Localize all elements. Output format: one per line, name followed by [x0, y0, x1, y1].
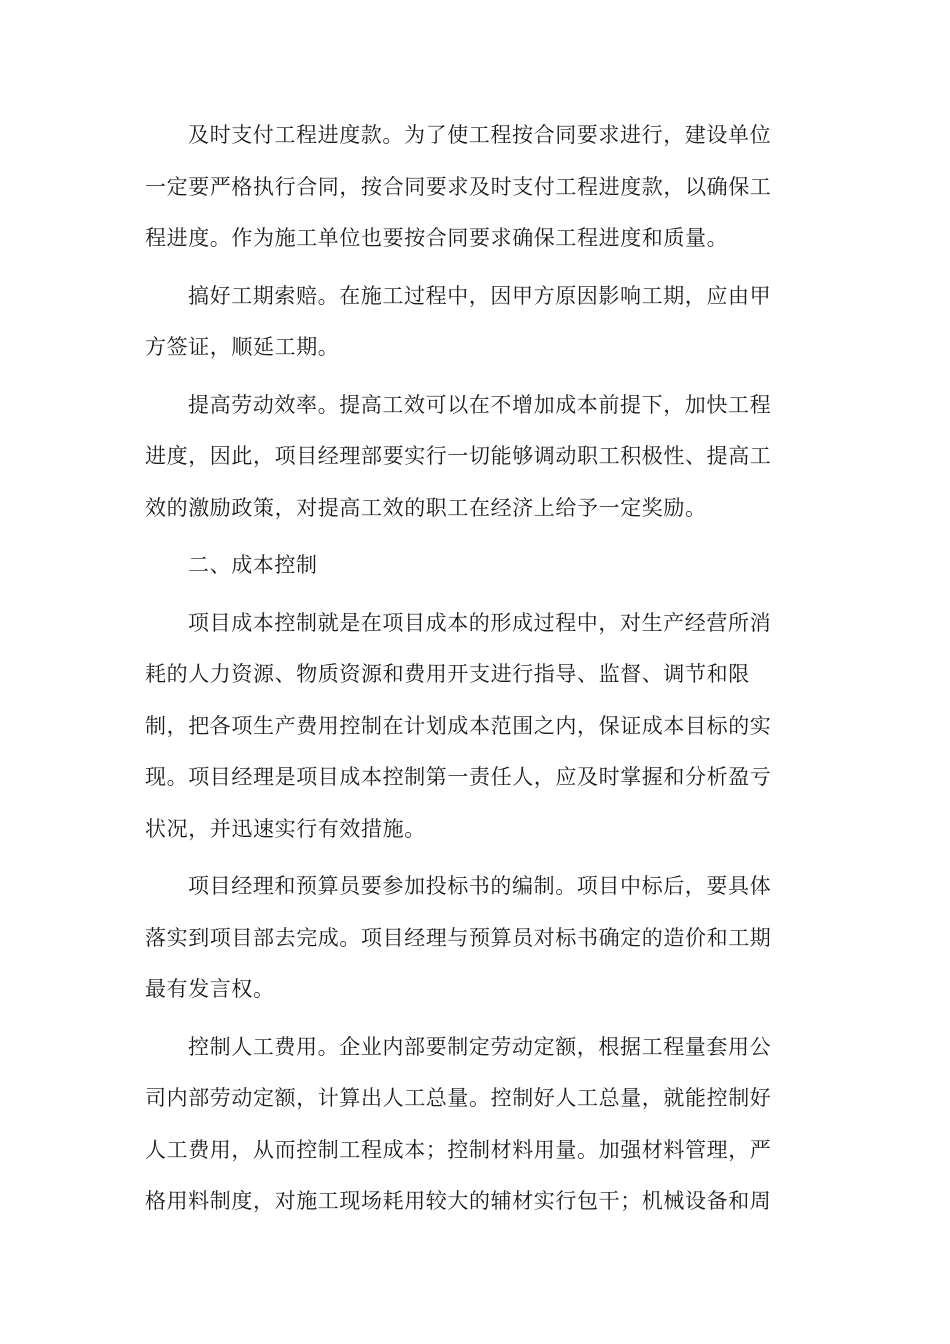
text-line: 程进度。作为施工单位也要按合同要求确保工程进度和质量。 — [145, 226, 729, 250]
text-line: 进度，因此，项目经理部要实行一切能够调动职工积极性、提高工 — [145, 444, 772, 468]
heading-text: 二、成本控制 — [188, 553, 318, 577]
text-line: 制，把各项生产费用控制在计划成本范围之内，保证成本目标的实 — [145, 713, 772, 738]
paragraph-labor-efficiency — [145, 380, 795, 535]
text-line: 耗的人力资源、物质资源和费用开支进行指导、监督、调节和限 — [145, 662, 750, 686]
text-line: 效的激励政策，对提高工效的职工在经济上给予一定奖励。 — [145, 495, 707, 520]
text-line: 格用料制度，对施工现场耗用较大的辅材实行包干；机械设备和周 — [145, 1189, 772, 1213]
section-heading-cost-control — [145, 540, 795, 592]
document-body — [145, 110, 795, 1234]
text-line: 落实到项目部去完成。项目经理与预算员对标书确定的造价和工期 — [145, 925, 772, 950]
text-line: 一定要严格执行合同，按合同要求及时支付工程进度款，以确保工 — [145, 174, 772, 199]
text-line: 及时支付工程进度款。为了使工程按合同要求进行，建设单位 — [188, 123, 772, 147]
text-line: 方签证，顺延工期。 — [145, 335, 340, 359]
text-line: 搞好工期索赔。在施工过程中，因甲方原因影响工期，应由甲 — [188, 283, 772, 308]
paragraph-bidding — [145, 861, 795, 1016]
paragraph-progress-payment — [145, 110, 795, 265]
text-line: 提高劳动效率。提高工效可以在不增加成本前提下，加快工程 — [188, 392, 772, 417]
text-line: 司内部劳动定额，计算出人工总量。控制好人工总量，就能控制好 — [145, 1086, 772, 1110]
paragraph-cost-control-definition — [145, 598, 795, 856]
paragraph-schedule-claim — [145, 271, 795, 374]
text-line: 状况，并迅速实行有效措施。 — [145, 816, 426, 841]
text-line: 项目经理和预算员要参加投标书的编制。项目中标后，要具体 — [188, 874, 772, 898]
text-line: 最有发言权。 — [145, 977, 275, 1001]
paragraph-labor-cost — [145, 1022, 795, 1228]
text-line: 项目成本控制就是在项目成本的形成过程中，对生产经营所消 — [188, 610, 772, 635]
text-line: 控制人工费用。企业内部要制定劳动定额，根据工程量套用公 — [188, 1034, 772, 1059]
text-line: 人工费用，从而控制工程成本；控制材料用量。加强材料管理，严 — [145, 1137, 772, 1162]
text-line: 现。项目经理是项目成本控制第一责任人，应及时掌握和分析盈亏 — [145, 765, 772, 789]
